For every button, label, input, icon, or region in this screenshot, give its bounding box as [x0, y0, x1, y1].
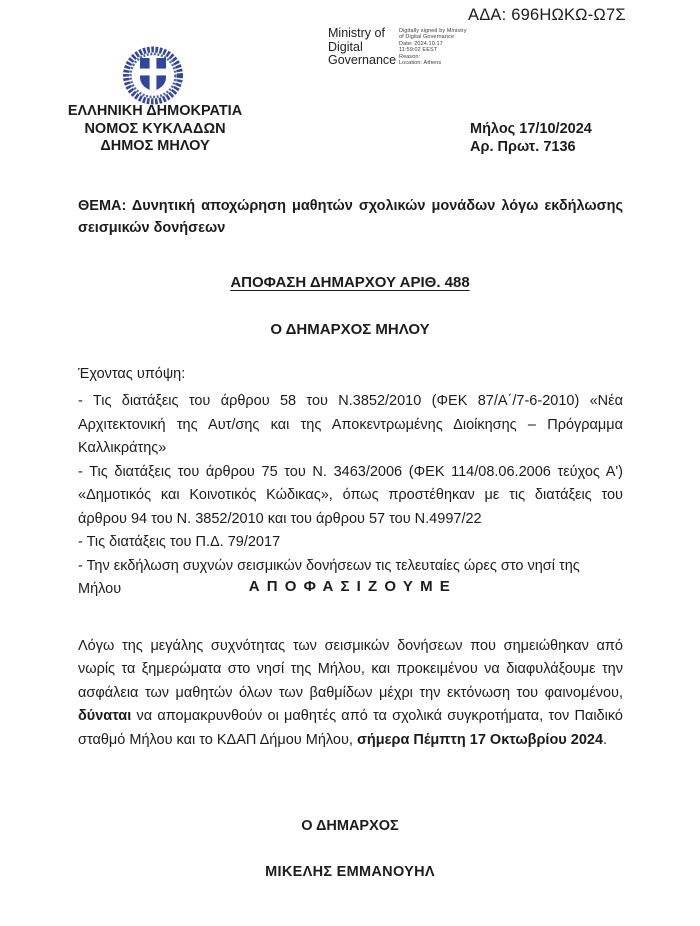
digital-signature-line: Reason: — [399, 53, 421, 60]
mayor-heading: Ο ΔΗΜΑΡΧΟΣ ΜΗΛΟΥ — [270, 321, 430, 338]
authority-line-prefecture: ΝΟΜΟΣ ΚΥΚΛΑΔΩΝ — [84, 120, 226, 137]
digital-signature-line: 11:59:02 EEST — [399, 47, 438, 54]
considering-intro: Έχοντας υπόψη: — [78, 366, 186, 382]
authority-line-municipality: ΔΗΜΟΣ ΜΗΛΟΥ — [100, 138, 210, 154]
subject-line — [78, 195, 623, 240]
digital-signature-line: Date: 2024.10.17 — [399, 40, 443, 47]
greek-coat-of-arms-icon — [121, 44, 185, 108]
ministry-stamp-line: Ministry of — [328, 26, 385, 40]
considering-item: - Τις διατάξεις του άρθρου 58 του Ν.3852/2010 (ΦΕΚ 87/Α΄/7-6-2010) «Νέα Αρχιτεκτονική της Αυτ/σης και της Αποκεντρωμένης Διοίκησης – Πρόγραμμα Καλλικράτης» — [78, 393, 623, 456]
decision-text-part: . — [603, 731, 608, 748]
place-date: Μήλος 17/10/2024 — [470, 121, 592, 137]
ministry-stamp — [328, 27, 396, 68]
signature-name: ΜΙΚΕΛΗΣ ΕΜΜΑΝΟΥΗΛ — [265, 864, 435, 880]
protocol-number: Αρ. Πρωτ. 7136 — [470, 138, 576, 155]
digital-signature-line: Location: Athens — [399, 60, 442, 67]
decision-text-bold-date: σήμερα Πέμπτη 17 Οκτωβρίου 2024 — [356, 731, 604, 748]
ada-number: ΑΔΑ: 696ΗΩΚΩ-Ω7Σ — [468, 6, 626, 24]
decision-text-part: Λόγω της μεγάλης συχνότητας των σεισμικών δονήσεων που σημειώθηκαν από νωρίς τα ξημερώματα στο νησί της Μήλου, και προκειμένου να διαφυλάξουμε την ασφάλεια των μαθητών όλων των βαθμίδων μέχρι την εκτόνωση του φαινομένου, — [78, 637, 623, 701]
digital-signature-line: Digitally signed by Ministry — [399, 28, 467, 34]
date-protocol-block — [470, 121, 592, 156]
considering-item: - Τις διατάξεις του Π.Δ. 79/2017 — [78, 534, 281, 550]
issuing-authority — [64, 103, 246, 156]
considering-list — [78, 390, 623, 602]
ministry-stamp-line: Digital — [328, 39, 363, 54]
decision-text-bold: δύναται — [78, 708, 132, 724]
signature-title: Ο ΔΗΜΑΡΧΟΣ — [301, 818, 399, 834]
ministry-stamp-line: Governance — [328, 53, 397, 67]
decide-heading: Α Π Ο Φ Α Σ Ι Ζ Ο Υ Μ Ε — [248, 578, 452, 595]
digital-signature-line: of Digital Governance — [399, 34, 454, 41]
digital-signature-details — [399, 28, 467, 66]
decision-paragraph — [78, 635, 623, 753]
subject-label: ΘΕΜΑ: — [78, 197, 127, 214]
considering-item: - Την εκδήλωση συχνών σεισμικών δονήσεων τις τελευταίες ώρες στο νησί της Μήλου — [78, 557, 580, 597]
considering-item: - Τις διατάξεις του άρθρου 75 του Ν. 3463/2006 (ΦΕΚ 114/08.06.2006 τεύχος Α') «Δημοτικός και Κοινοτικός Κώδικας», όπως προστέθηκαν με τις διατάξεις του άρθρου 94 του Ν. 3852/2010 και του άρθρου 57 του Ν.4997/22 — [78, 463, 623, 527]
authority-line-republic: ΕΛΛΗΝΙΚΗ ΔΗΜΟΚΡΑΤΙΑ — [67, 103, 243, 119]
subject-text: Δυνητική αποχώρηση μαθητών σχολικών μονάδων λόγω εκδήλωσης σεισμικών δονήσεων — [78, 197, 623, 236]
decision-title: ΑΠΟΦΑΣΗ ΔΗΜΑΡΧΟΥ ΑΡΙΘ. 488 — [230, 274, 470, 291]
decision-text-part: να απομακρυνθούν οι μαθητές από τα σχολικά συγκροτήματα, τον Παιδικό σταθμό Μήλου και το ΚΔΑΠ Δήμου Μήλου, — [78, 708, 623, 748]
